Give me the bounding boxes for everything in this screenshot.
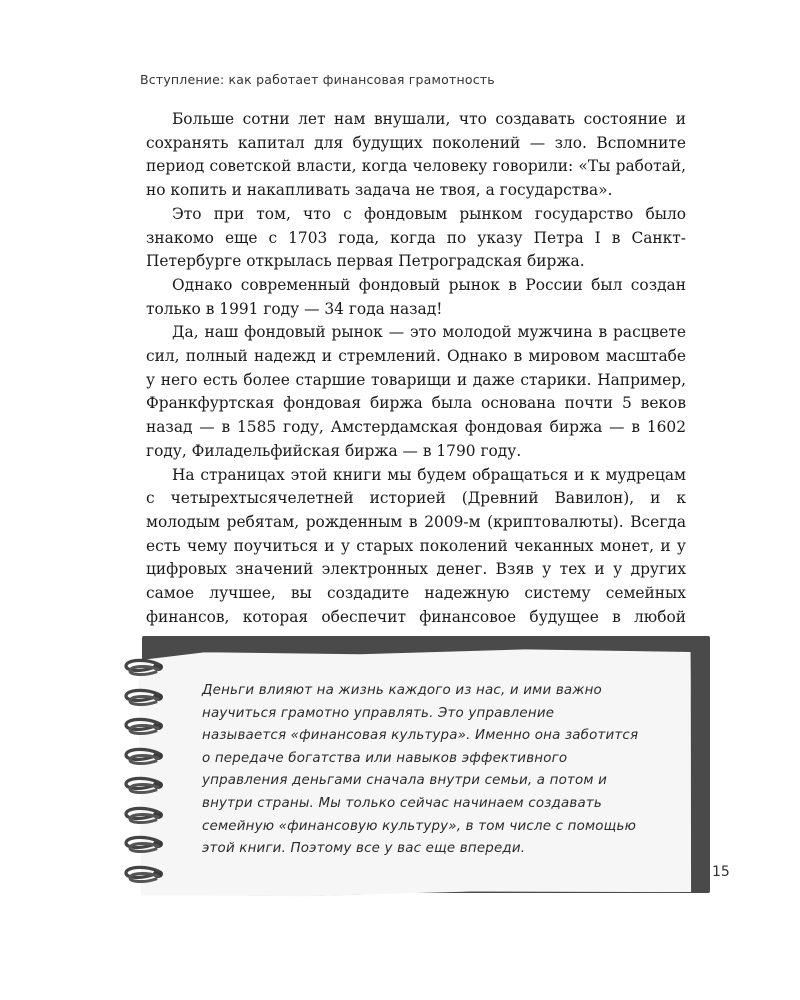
spiral-coil-icon bbox=[122, 745, 170, 767]
paragraph-4: Да, наш фондовый рынок — это молодой мужчина в расцвете сил, полный надежд и стремлений. Однако в мировом масштабе у него есть более старшие товарищи и даже старики. Например, Франкфуртская фондовая биржа была основана почти 5 веков назад — в 1585 году, Амстердамская фондовая биржа — в 1602 году, Филадельфийская биржа — в 1790 году. bbox=[146, 323, 686, 460]
page-number: 15 bbox=[712, 864, 730, 880]
paragraph-5: На страницах этой книги мы будем обращаться и к мудрецам с четырехтысячелетней историей (Древний Вавилон), и к молодым ребятам, рожденным в 2009-м (криптовалюты). Всегда есть чему поучиться и у старых поколений чеканных монет, и у цифровых значений электронных денег. Взяв у тех и у других самое лучшее, вы создадите надежную систему семейных финансов, которая обеспечит финансовое будущее в любой bbox=[146, 465, 686, 626]
spiral-coil-icon bbox=[122, 656, 170, 678]
spiral-coil-icon bbox=[122, 715, 170, 737]
running-head: Вступление: как работает финансовая грамотность bbox=[140, 72, 495, 87]
paragraph-1: Больше сотни лет нам внушали, что создавать состояние и сохранять капитал для будущих поколений — зло. Вспомните период советской власти, когда человеку говорили: «Ты работай, но копить и накапливать задача не твоя, а государства». bbox=[146, 110, 686, 200]
spiral-coil-icon bbox=[122, 686, 170, 708]
note-text: Деньги влияют на жизнь каждого из нас, и ими важно научиться грамотно управлять. Это управление называется «финансовая культура». Именно она заботится о передаче богатства или навыков эффективного управления деньгами сначала внутри семьи, а потом и внутри страны. Мы только сейчас начинаем создавать семейную «финансовую культуру», в том числе с помощью этой книги. Поэтому все у вас еще впереди. bbox=[202, 683, 639, 857]
spiral-coil-icon bbox=[122, 833, 170, 855]
paragraph-3: Однако современный фондовый рынок в России был создан только в 1991 году — 34 года назад! bbox=[146, 275, 686, 318]
paragraph-2: Это при том, что с фондовым рынком государство было знакомо еще с 1703 года, когда по указу Петра I в Санкт-Петербурге открылась первая Петроградская биржа. bbox=[146, 204, 686, 271]
spiral-coil-icon bbox=[122, 863, 170, 885]
spiral-coil-icon bbox=[122, 774, 170, 796]
body-text bbox=[146, 108, 686, 653]
spiral-binding-icon bbox=[122, 656, 172, 892]
notebook-note bbox=[122, 636, 712, 896]
spiral-coil-icon bbox=[122, 804, 170, 826]
